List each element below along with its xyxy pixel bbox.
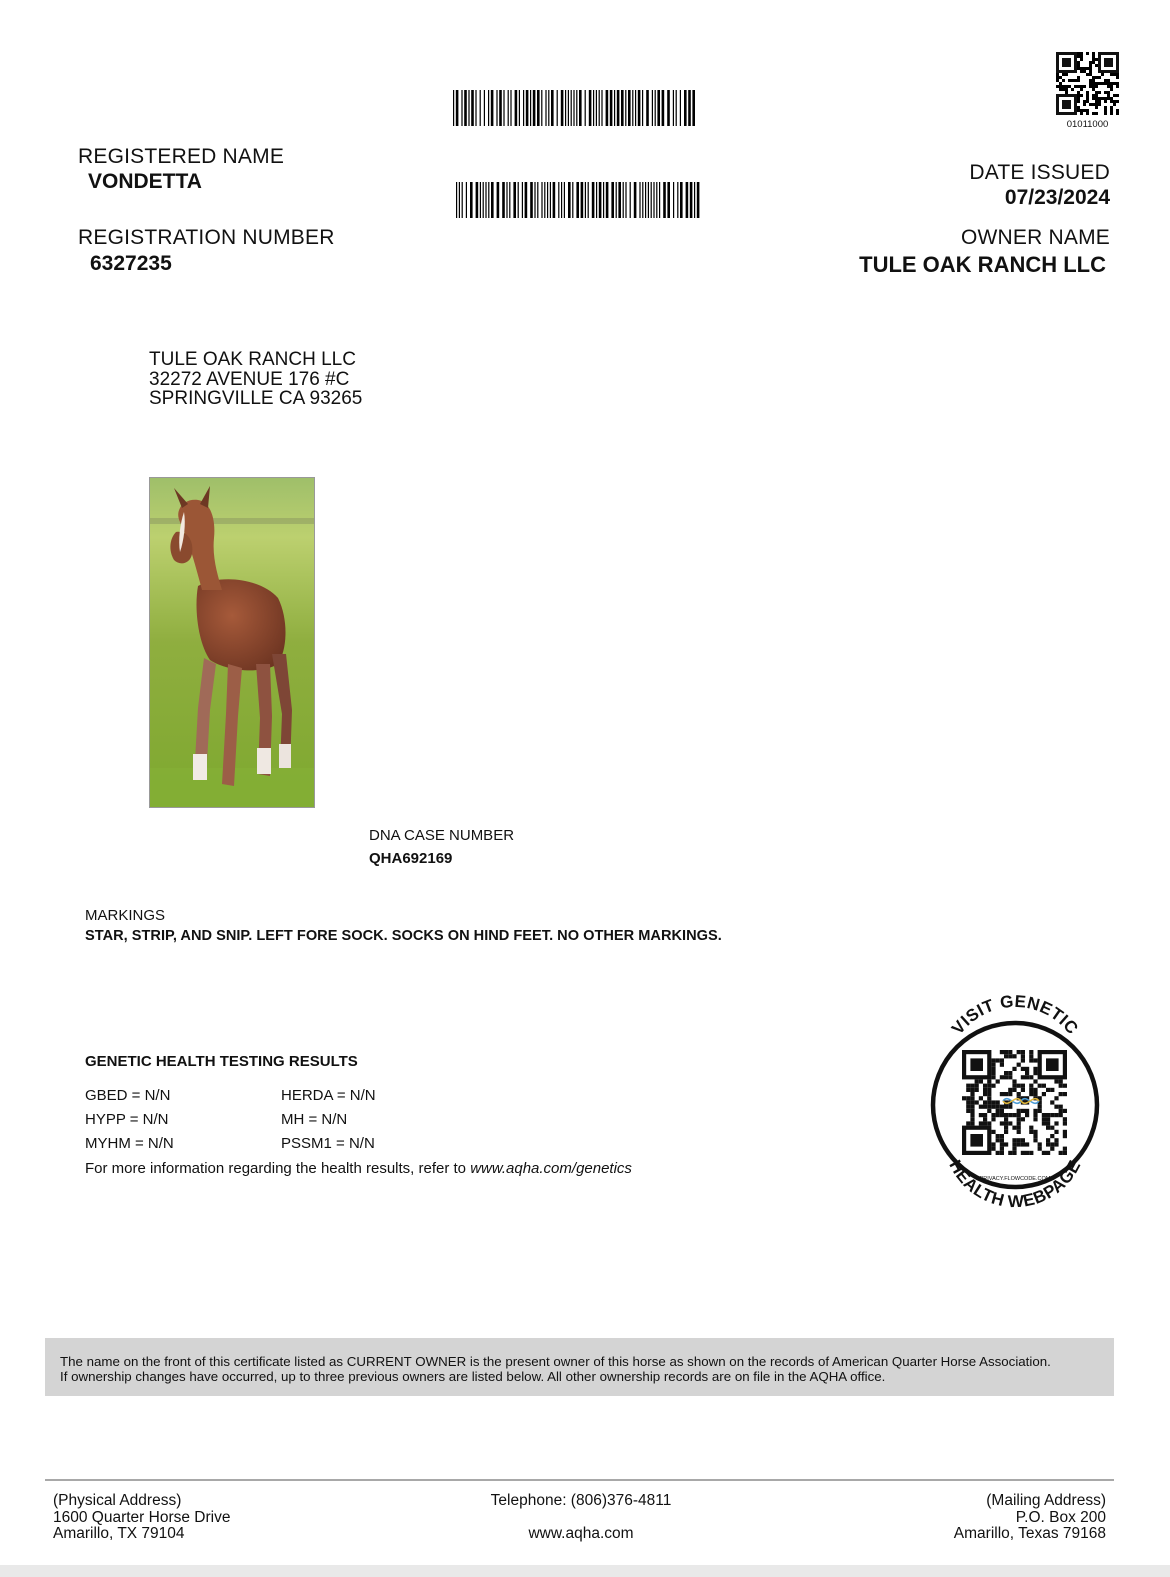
genetic-result-herda: HERDA = N/N bbox=[281, 1087, 376, 1104]
registered-name: VONDETTA bbox=[88, 170, 202, 193]
horse-photo bbox=[149, 477, 315, 808]
genetics-info bbox=[85, 1160, 632, 1177]
genetic-result-mh: MH = N/N bbox=[281, 1111, 348, 1128]
mailing-address-line-1: P.O. Box 200 bbox=[1015, 1508, 1106, 1526]
physical-address-line-2: Amarillo, TX 79104 bbox=[53, 1525, 185, 1542]
date-issued-label: DATE ISSUED bbox=[969, 161, 1110, 184]
mailing-address bbox=[954, 1493, 1106, 1543]
owner-name-label: OWNER NAME bbox=[961, 226, 1110, 249]
notice-line-2: If ownership changes have occurred, up to three previous owners are listed below. All other ownership records are on file in the AQHA office. bbox=[60, 1369, 886, 1384]
date-issued: 07/23/2024 bbox=[1004, 186, 1110, 209]
ownership-notice bbox=[45, 1338, 1114, 1396]
registered-name-label: REGISTERED NAME bbox=[78, 145, 285, 168]
address-line-1: TULE OAK RANCH LLC bbox=[149, 349, 356, 370]
registration-number: 6327235 bbox=[90, 252, 172, 275]
genetic-result-gbed: GBED = N/N bbox=[85, 1087, 171, 1104]
mailing-address-line-2: Amarillo, Texas 79168 bbox=[953, 1525, 1106, 1542]
mailing-address-label: (Mailing Address) bbox=[986, 1492, 1106, 1509]
genetic-result-myhm: MYHM = N/N bbox=[85, 1135, 174, 1152]
dna-case-label: DNA CASE NUMBER bbox=[369, 827, 515, 844]
genetic-result-pssm1: PSSM1 = N/N bbox=[281, 1135, 375, 1152]
qr-badge-top-text: VISIT GENETIC bbox=[947, 995, 1083, 1039]
physical-address bbox=[53, 1493, 230, 1543]
website-link[interactable]: www.aqha.com bbox=[528, 1524, 634, 1542]
barcode-top bbox=[453, 90, 699, 126]
qr-badge-bottom-text: HEALTH WEBPAGE bbox=[945, 1156, 1085, 1212]
barcode-bottom bbox=[456, 182, 702, 218]
genetics-info-text: For more information regarding the health results, refer to bbox=[85, 1160, 467, 1177]
genetics-link[interactable]: www.aqha.com/genetics bbox=[470, 1160, 632, 1177]
genetic-results-title: GENETIC HEALTH TESTING RESULTS bbox=[85, 1053, 358, 1070]
markings-label: MARKINGS bbox=[85, 907, 166, 924]
qr-code-icon bbox=[1056, 52, 1119, 115]
genetic-result-hypp: HYPP = N/N bbox=[85, 1111, 169, 1128]
registration-number-label: REGISTRATION NUMBER bbox=[78, 226, 335, 249]
contact-info bbox=[436, 1493, 726, 1542]
owner-address bbox=[149, 350, 362, 409]
dna-case-number: QHA692169 bbox=[369, 850, 453, 867]
physical-address-label: (Physical Address) bbox=[53, 1492, 182, 1509]
physical-address-line-1: 1600 Quarter Horse Drive bbox=[53, 1508, 231, 1526]
telephone: Telephone: (806)376-4811 bbox=[490, 1492, 672, 1509]
genetic-health-qr-badge[interactable] bbox=[925, 995, 1105, 1220]
markings-description: STAR, STRIP, AND SNIP. LEFT FORE SOCK. SOCKS ON HIND FEET. NO OTHER MARKINGS. bbox=[85, 928, 722, 944]
notice-line-1: The name on the front of this certificate listed as CURRENT OWNER is the present owner of this horse as shown on the records of American Quarter Horse Association. bbox=[60, 1354, 1051, 1369]
owner-name: TULE OAK RANCH LLC bbox=[859, 252, 1106, 277]
qr-code-number: 01011000 bbox=[1066, 119, 1109, 130]
address-line-3: SPRINGVILLE CA 93265 bbox=[149, 388, 363, 409]
address-line-2: 32272 AVENUE 176 #C bbox=[149, 368, 350, 390]
footer-divider bbox=[45, 1479, 1114, 1481]
qr-badge-small-text: PRIVACY.FLOWCODE.COM bbox=[979, 1176, 1051, 1182]
